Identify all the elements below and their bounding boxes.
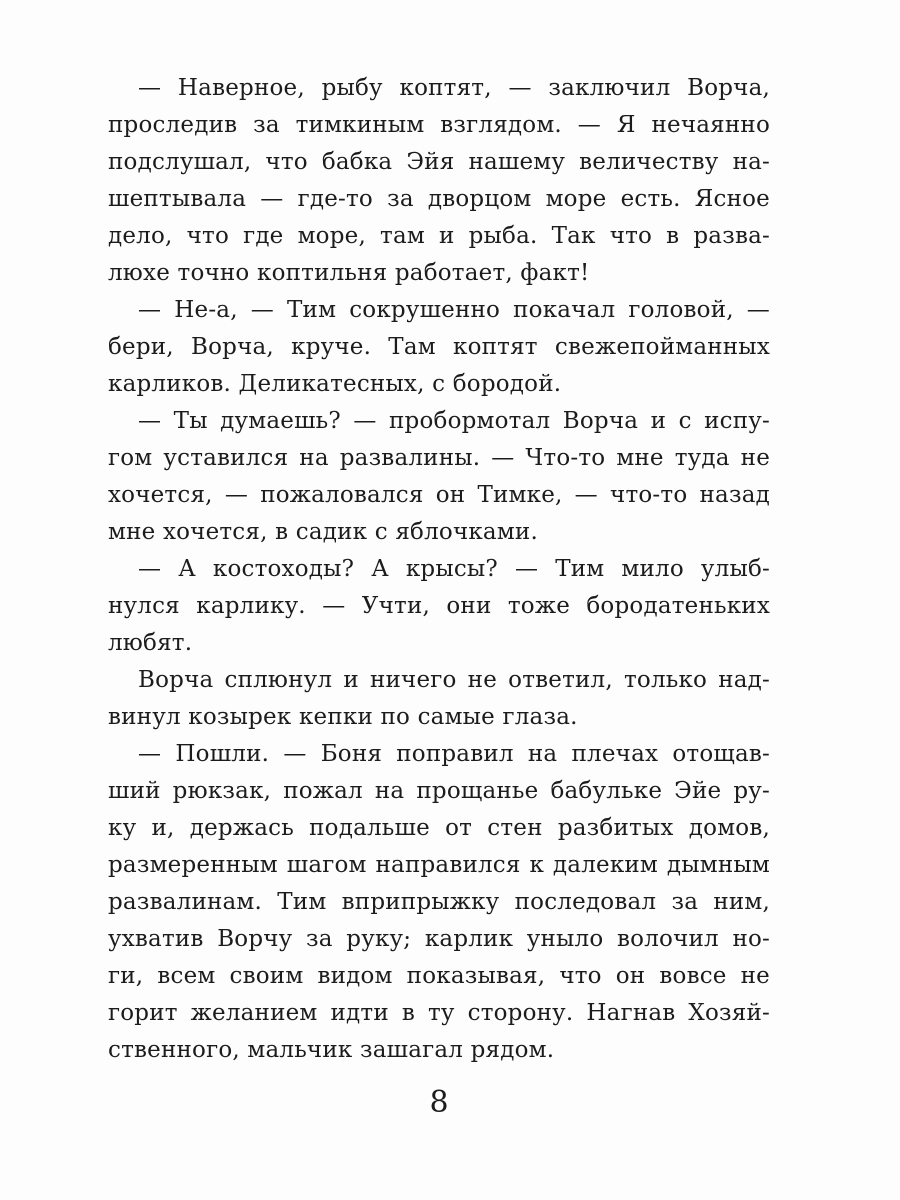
text-line: гом уставился на развалины. — Что-то мне туда не [108, 445, 770, 471]
paragraph [108, 736, 770, 1069]
text-line: бери, Ворча, круче. Там коптят свежепойманных [108, 334, 770, 360]
text-line: дело, что где море, там и рыба. Так что в разва- [108, 223, 770, 249]
paragraph [108, 551, 770, 662]
text-line: Ворча сплюнул и ничего не ответил, только над- [138, 667, 770, 693]
paragraph [108, 403, 770, 551]
text-line: мне хочется, в садик с яблочками. [108, 519, 538, 545]
paragraph [108, 292, 770, 403]
text-block [108, 70, 770, 1123]
text-line: горит желанием идти в ту сторону. Нагнав Хозяй- [108, 1000, 770, 1026]
text-line: карликов. Деликатесных, с бородой. [108, 371, 562, 397]
text-line: ший рюкзак, пожал на прощанье бабульке Эйе ру- [108, 778, 770, 804]
text-line: проследив за тимкиным взглядом. — Я нечаянно [108, 112, 770, 138]
text-line: — А костоходы? А крысы? — Тим мило улыб- [138, 556, 770, 582]
text-line: хочется, — пожаловался он Тимке, — что-то назад [108, 482, 770, 508]
paragraph [108, 70, 770, 292]
text-line: любят. [108, 630, 193, 656]
text-line: винул козырек кепки по самые глаза. [108, 704, 578, 730]
text-line: — Ты думаешь? — пробормотал Ворча и с испу- [138, 408, 770, 434]
paragraph [108, 662, 770, 736]
text-line: ги, всем своим видом показывая, что он вовсе не [108, 963, 770, 989]
text-line: — Не-а, — Тим сокрушенно покачал головой, — [138, 297, 770, 323]
text-line: подслушал, что бабка Эйя нашему величеству на- [108, 149, 770, 175]
text-line: ственного, мальчик зашагал рядом. [108, 1037, 555, 1063]
page-number: 8 [429, 1085, 449, 1120]
text-line: ухватив Ворчу за руку; карлик уныло волочил но- [108, 926, 770, 952]
text-line: люхе точно коптильня работает, факт! [108, 260, 590, 286]
text-line: нулся карлику. — Учти, они тоже бородатеньких [108, 593, 770, 619]
text-line: развалинам. Тим вприпрыжку последовал за ним, [108, 889, 770, 915]
text-line: — Пошли. — Боня поправил на плечах отощав- [138, 741, 770, 767]
text-line: ку и, держась подальше от стен разбитых домов, [108, 815, 770, 841]
text-line: — Наверное, рыбу коптят, — заключил Ворча, [138, 75, 770, 101]
text-line: размеренным шагом направился к далеким дымным [108, 852, 770, 878]
text-line: шептывала — где-то за дворцом море есть. Ясное [108, 186, 770, 212]
